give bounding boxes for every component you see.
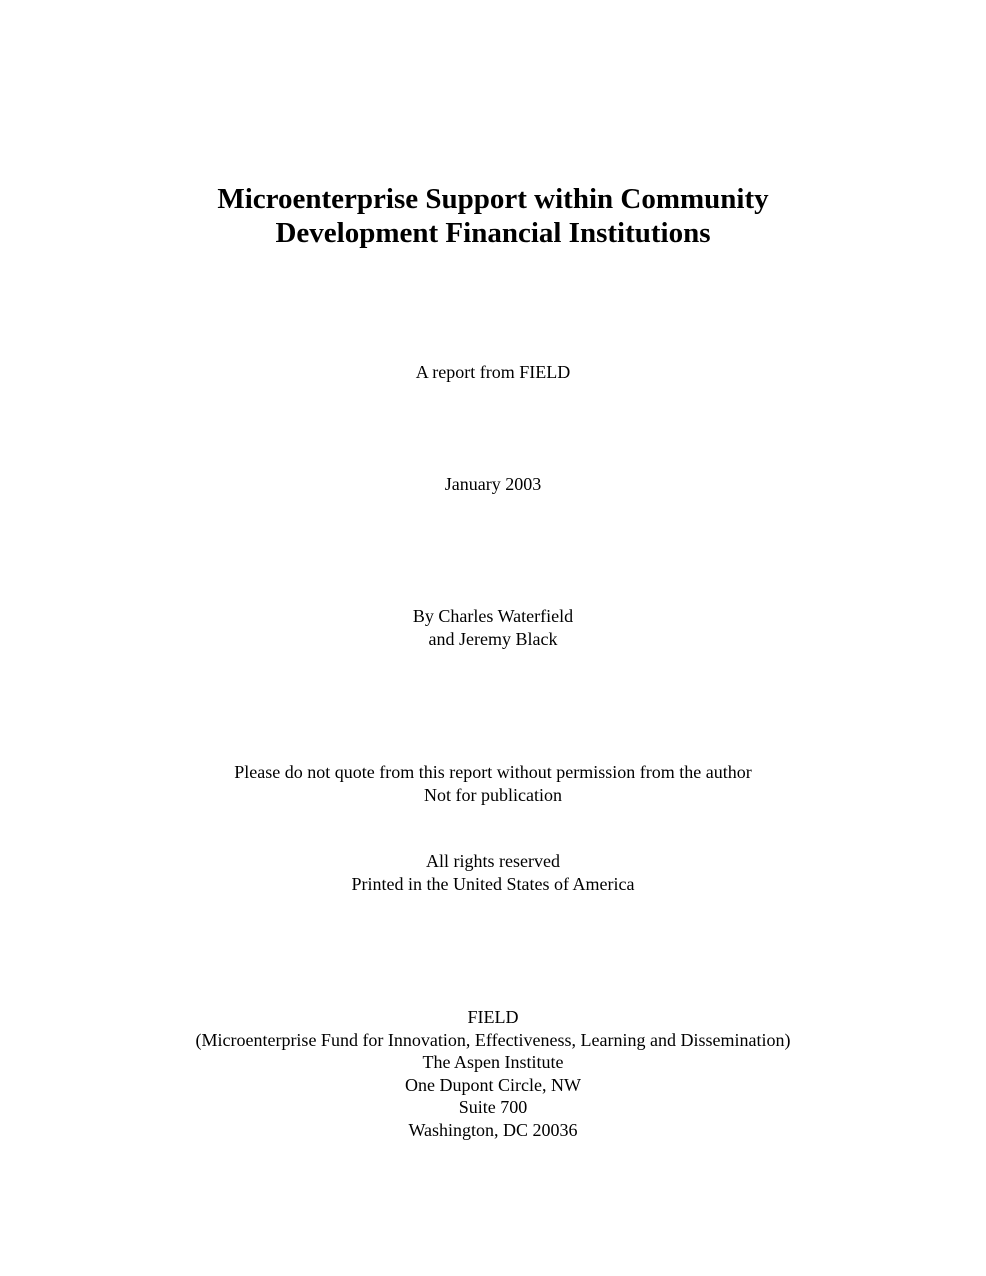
notice-line-2: Not for publication: [424, 784, 562, 805]
publisher-address: [0, 1006, 986, 1141]
rights-line-1: All rights reserved: [426, 851, 560, 871]
address-line-2: (Microenterprise Fund for Innovation, Effectiveness, Learning and Dissemination): [195, 1029, 791, 1050]
author-line-1: By Charles Waterfield: [412, 606, 574, 626]
address-line-1: FIELD: [467, 1007, 519, 1027]
report-date-text: January 2003: [444, 474, 542, 494]
author-line-2: and Jeremy Black: [428, 628, 558, 649]
report-subtitle: [0, 361, 986, 384]
rights-statement: [0, 850, 986, 895]
report-date: [0, 473, 986, 496]
report-title-line-2: Development Financial Institutions: [275, 217, 711, 249]
address-line-3: The Aspen Institute: [422, 1052, 564, 1072]
address-line-6: Washington, DC 20036: [408, 1119, 578, 1140]
quotation-notice: [0, 761, 986, 806]
report-title-line-1: Microenterprise Support within Community: [217, 183, 769, 215]
report-title: [0, 182, 986, 250]
report-authors: [0, 605, 986, 650]
rights-line-2: Printed in the United States of America: [351, 873, 635, 894]
address-line-5: Suite 700: [458, 1097, 528, 1117]
address-line-4: One Dupont Circle, NW: [405, 1074, 581, 1095]
notice-line-1: Please do not quote from this report without permission from the author: [234, 762, 752, 782]
report-subtitle-text: A report from FIELD: [415, 362, 571, 382]
